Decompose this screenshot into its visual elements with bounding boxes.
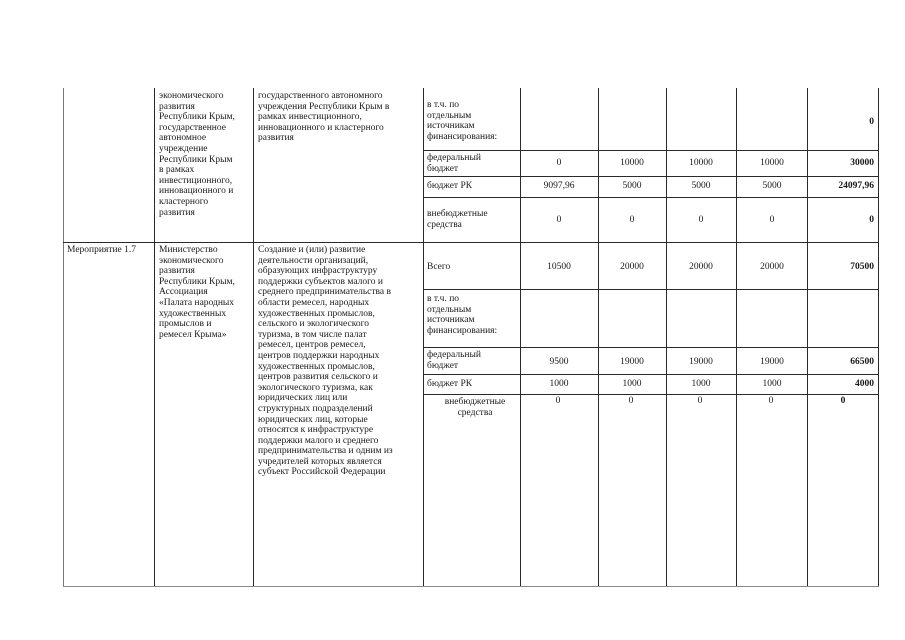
value-cell: 20000 <box>689 262 713 272</box>
column-divider <box>807 88 808 586</box>
value-cell: 1000 <box>622 379 642 389</box>
value-cell: 19000 <box>760 357 784 367</box>
value-cell: 0 <box>698 215 704 225</box>
total-cell: 0 <box>869 215 874 225</box>
row-divider <box>423 374 879 375</box>
row-divider <box>423 347 879 348</box>
source-label: бюджет РК <box>427 379 473 389</box>
total-cell: 70500 <box>850 262 874 272</box>
value-cell: 9500 <box>549 357 569 367</box>
column-divider <box>666 88 667 586</box>
value-cell: 0 <box>769 215 775 225</box>
row-divider <box>423 150 879 151</box>
row-divider <box>423 289 879 290</box>
value-cell: 0 <box>629 215 635 225</box>
source-label: внебюджетные средства <box>427 209 488 230</box>
row-divider <box>423 394 879 395</box>
value-cell: 9097,96 <box>543 181 575 191</box>
value-cell: 20000 <box>620 262 644 272</box>
value-cell: 5000 <box>762 181 782 191</box>
value-cell: 10500 <box>547 262 571 272</box>
description-cell: Создание и (или) развитие деятельности организаций, образующих инфраструктуру поддержки субъектов малого и среднего предпринимательства в области ремесел, народных художественных промыслов, сельского и экологического туризма, в том числе палат ремесел, центров ремесел, центров поддержки народных художественных промыслов, центров развития сельского и экологического туризма, как юридических лиц или структурных подразделений юридических лиц, которые относятся к инфраструктуре поддержки малого и среднего предпринимательства и одним из учредителей которых является субъект Российской Федерации <box>258 245 393 478</box>
total-cell: 0 <box>840 396 846 406</box>
value-cell: 1000 <box>691 379 711 389</box>
value-cell: 1000 <box>549 379 569 389</box>
column-divider <box>154 88 155 586</box>
value-cell: 0 <box>697 396 703 406</box>
row-divider <box>423 176 879 177</box>
table-bottom-edge <box>63 586 879 587</box>
total-cell: 4000 <box>855 379 874 389</box>
row-divider <box>63 242 879 243</box>
table-border-left <box>63 88 64 586</box>
value-cell: 0 <box>628 396 634 406</box>
source-label: внебюджетные средства <box>444 397 506 418</box>
value-cell: 0 <box>768 396 774 406</box>
value-cell: 0 <box>556 158 562 168</box>
source-label: бюджет РК <box>427 181 473 191</box>
source-label: в т.ч. по отдельным источникам финансирования: <box>427 100 498 142</box>
source-label: федеральный бюджет <box>427 153 481 174</box>
value-cell: 0 <box>555 396 561 406</box>
measure-cell: Мероприятие 1.7 <box>67 245 137 255</box>
value-cell: 10000 <box>689 158 713 168</box>
value-cell: 1000 <box>762 379 782 389</box>
value-cell: 10000 <box>620 158 644 168</box>
column-divider <box>598 88 599 586</box>
column-divider <box>423 88 424 586</box>
description-cell: государственного автономного учреждения Республики Крым в рамках инвестиционного, инновационного и кластерного развития <box>258 91 390 144</box>
total-cell: 66500 <box>850 357 874 367</box>
value-cell: 19000 <box>689 357 713 367</box>
column-divider <box>520 88 521 586</box>
value-cell: 10000 <box>760 158 784 168</box>
total-cell: 24097,96 <box>838 181 874 191</box>
source-label: Всего <box>427 262 451 272</box>
executor-cell: Министерство экономического развития Республики Крым, Ассоциация «Палата народных художественных промыслов и ремесел Крыма» <box>159 245 235 340</box>
value-cell: 20000 <box>760 262 784 272</box>
source-label: в т.ч. по отдельным источникам финансирования: <box>427 294 498 336</box>
column-divider <box>253 88 254 586</box>
value-cell: 5000 <box>691 181 711 191</box>
source-label: федеральный бюджет <box>427 350 481 371</box>
value-cell: 5000 <box>622 181 642 191</box>
column-divider <box>736 88 737 586</box>
value-cell: 19000 <box>620 357 644 367</box>
total-cell: 0 <box>869 117 874 127</box>
executor-cell: экономического развития Республики Крым, государственное автономное учреждение Республики Крым в рамках инвестиционного, инновационного и кластерного развития <box>159 91 235 218</box>
table-border-right <box>878 88 879 586</box>
row-divider <box>423 197 879 198</box>
total-cell: 30000 <box>850 158 874 168</box>
value-cell: 0 <box>556 215 562 225</box>
